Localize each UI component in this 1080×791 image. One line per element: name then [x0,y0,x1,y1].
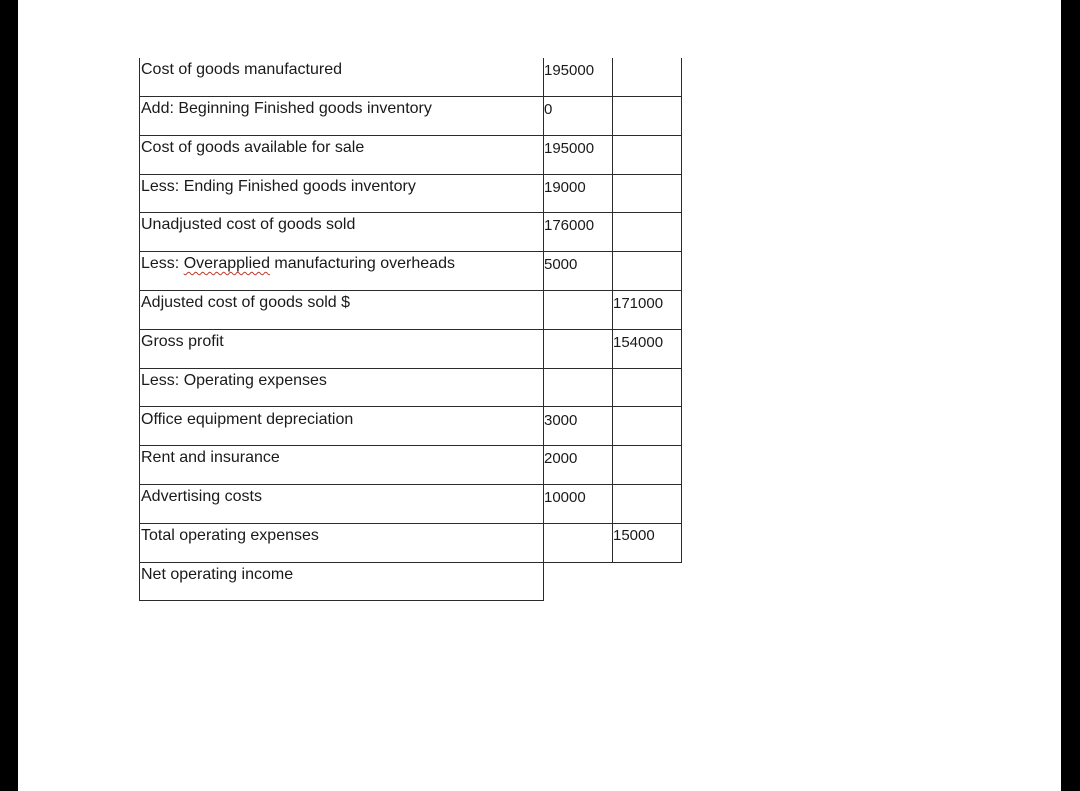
row-value-col1: 176000 [544,217,595,234]
row-label: Unadjusted cost of goods sold [141,216,356,233]
row-label: Total operating expenses [141,527,319,544]
row-value-col1: 10000 [544,489,586,506]
row-border [139,406,681,407]
label-suffix: manufacturing overheads [269,255,455,272]
row-border [139,368,681,369]
row-border [139,96,681,97]
row-border [139,562,681,563]
row-label: Net operating income [141,566,294,583]
row-label: Cost of goods available for sale [141,139,365,156]
column-border [681,58,682,563]
row-label: Gross profit [141,333,224,350]
row-label: Less: Operating expenses [141,372,327,389]
row-label: Adjusted cost of goods sold $ [141,294,351,311]
row-border [139,212,681,213]
row-border [139,484,681,485]
row-value-col2: 171000 [613,295,664,312]
label-prefix: Less: [141,255,184,272]
row-value-col1: 3000 [544,412,578,429]
spellcheck-flagged-word: Overapplied [183,255,270,272]
row-label: Rent and insurance [141,449,280,466]
row-border [139,523,681,524]
row-value-col2: 154000 [613,334,664,351]
row-value-col1: 19000 [544,179,586,196]
row-label: Office equipment depreciation [141,411,354,428]
row-value-col1: 5000 [544,256,578,273]
row-border [139,290,681,291]
column-border [139,58,140,601]
row-value-col1: 2000 [544,450,578,467]
row-border [139,135,681,136]
row-label: Cost of goods manufactured [141,61,343,78]
row-value-col2: 15000 [613,527,655,544]
row-border [139,600,544,601]
row-border [139,174,681,175]
row-value-col1: 0 [544,101,553,118]
row-border [139,445,681,446]
row-value-col1: 195000 [544,140,595,157]
row-value-col1: 195000 [544,62,595,79]
row-label [141,255,455,273]
row-label: Less: Ending Finished goods inventory [141,178,416,195]
row-label: Advertising costs [141,488,262,505]
row-label: Add: Beginning Finished goods inventory [141,100,432,117]
row-border [139,251,681,252]
row-border [139,329,681,330]
